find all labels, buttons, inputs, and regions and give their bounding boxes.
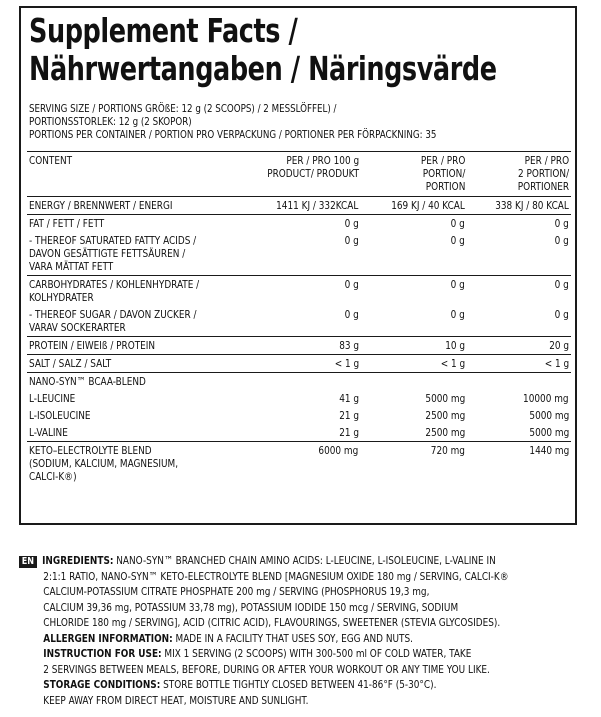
cell-value: 0 g [450,278,466,291]
cell-value: 0 g [450,217,466,230]
title-line-1: Supplement Facts / [29,11,298,50]
cell-value: 0 g [344,278,359,291]
cell-value: 10 g [445,339,466,352]
cell-value: < 1 g [544,357,569,370]
table-row-carbohydrates [27,276,571,307]
table-row-energy [27,197,571,215]
cell-value: 10000 mg [523,392,569,405]
cell-value: 0 g [554,234,569,247]
cell-value: 720 mg [430,444,466,457]
allergen-text: MADE IN A FACILITY THAT USES SOY, EGG AND NUTS. [172,631,413,645]
table-row-salt [27,355,571,373]
header-col2-line1: PER / PRO [420,154,466,167]
cell-value: 1440 mg [529,444,569,457]
row-label: NANO-SYN™ BCAA-BLEND [29,375,146,388]
table-header-row [27,152,571,197]
cell-value: 5000 mg [529,409,569,422]
storage-label: STORAGE CONDITIONS: [43,678,161,691]
ingredients-text: 2:1:1 RATIO, NANO-SYN™ KETO-ELECTROLYTE BLEND [MAGNESIUM OXIDE 180 mg / SERVING, CALCI-K® [43,569,509,583]
cell-value: 0 g [344,308,359,321]
ingredients-text: CALCIUM-POTASSIUM CITRATE PHOSPHATE 200 mg / SERVING (PHOSPHORUS 19,3 mg, [43,585,430,598]
cell-value: 0 g [344,217,359,230]
row-label: ENERGY / BRENNWERT / ENERGI [29,199,173,212]
nutrition-table [27,151,571,485]
row-label: SALT / SALZ / SALT [29,357,112,370]
header-col3-line1: PER / PRO [524,154,569,167]
instruction-text: 2 SERVINGS BETWEEN MEALS, BEFORE, DURING OR AFTER YOUR WORKOUT OR ANY TIME YOU LIKE. [43,662,490,676]
header-col1-line2: PRODUCT/ PRODUKT [266,167,359,180]
row-label: VARAV SOCKERARTER [29,321,126,334]
cell-value: 0 g [450,308,466,321]
table-row-isoleucine [27,407,571,424]
supplement-facts-panel [19,6,577,525]
cell-value: 0 g [450,234,466,247]
cell-value: < 1 g [334,357,359,370]
allergen-label: ALLERGEN INFORMATION: [43,631,173,645]
table-row-saturated-fat [27,232,571,276]
cell-value: 2500 mg [425,426,466,439]
panel-title [29,12,497,88]
language-badge: EN [19,556,37,568]
title-line-2: Nährwertangaben / Näringsvärde [29,49,497,88]
header-col1-line1: PER / PRO 100 g [285,154,359,167]
row-label: L-ISOLEUCINE [29,409,91,422]
serving-size: SERVING SIZE / PORTIONS GRÖßE: 12 g (2 SCOOPS) / 2 MESSLÖFFEL) / [29,102,337,115]
row-label: - THEREOF SUGAR / DAVON ZUCKER / [29,308,197,321]
cell-value: 41 g [338,392,359,405]
cell-value: 0 g [554,217,569,230]
table-row-bcaa-blend [27,373,571,391]
serving-info [29,102,436,141]
storage-text: STORE BOTTLE TIGHTLY CLOSED BETWEEN 41-86°F (5-30°C). [160,678,437,691]
row-label: CALCI-K®) [29,470,77,483]
header-col2-line3: PORTION [425,180,466,193]
instruction-label: INSTRUCTION FOR USE: [43,647,162,660]
cell-value: 338 KJ / 80 KCAL [495,199,569,212]
table-row-leucine [27,390,571,407]
table-row-sugar [27,306,571,337]
header-col3-line3: PORTIONER [517,180,569,193]
cell-value: < 1 g [440,357,466,370]
header-content: CONTENT [29,154,73,167]
cell-value: 83 g [338,339,359,352]
row-label: PROTEIN / EIWEIß / PROTEIN [29,339,156,352]
table-row-fat [27,215,571,233]
row-label: CARBOHYDRATES / KOHLENHYDRATE / [29,278,200,291]
cell-value: 1411 KJ / 332KCAL [276,199,359,212]
row-label: KETO–ELECTROLYTE BLEND [29,444,152,457]
row-label: L-LEUCINE [29,392,76,405]
row-label: - THEREOF SATURATED FATTY ACIDS / [29,234,197,247]
table-row-valine [27,424,571,442]
cell-value: 20 g [549,339,569,352]
row-label: FAT / FETT / FETT [29,217,105,230]
serving-size-sv: PORTIONSSTORLEK: 12 g (2 SKOPOR) [29,115,192,128]
row-label: (SODIUM, KALCIUM, MAGNESIUM, [29,457,179,470]
row-label: KOLHYDRATER [29,291,94,304]
cell-value: 5000 mg [529,426,569,439]
cell-value: 169 KJ / 40 KCAL [391,199,466,212]
storage-text: KEEP AWAY FROM DIRECT HEAT, MOISTURE AND SUNLIGHT. [43,693,309,707]
cell-value: 21 g [338,409,359,422]
ingredients-text: CHLORIDE 180 mg / SERVING], ACID (CITRIC ACID), FLAVOURINGS, SWEETENER (STEVIA GLYCOSIDES). [43,616,501,629]
cell-value: 0 g [554,308,569,321]
cell-value: 0 g [344,234,359,247]
servings-per-container: PORTIONS PER CONTAINER / PORTION PRO VERPACKUNG / PORTIONER PER FÖRPACKNING: 35 [29,128,437,141]
row-label: DAVON GESÄTTIGTE FETTSÄUREN / [29,247,186,260]
ingredients-label: INGREDIENTS: [42,554,114,567]
header-col3-line2: 2 PORTION/ [517,167,569,180]
instruction-text: MIX 1 SERVING (2 SCOOPS) WITH 300-500 ml OF COLD WATER, TAKE [161,647,472,660]
cell-value: 5000 mg [425,392,466,405]
cell-value: 21 g [338,426,359,439]
cell-value: 2500 mg [425,409,466,422]
row-label: L-VALINE [29,426,68,439]
table-row-keto-electrolyte [27,442,571,486]
ingredients-text: CALCIUM 39,36 mg, POTASSIUM 33,78 mg), POTASSIUM IODIDE 150 mcg / SERVING, SODIUM [43,600,459,614]
row-label: VARA MÄTTAT FETT [29,260,114,273]
cell-value: 6000 mg [318,444,359,457]
ingredients-text: NANO-SYN™ BRANCHED CHAIN AMINO ACIDS: L-LEUCINE, L-ISOLEUCINE, L-VALINE IN [113,554,496,567]
cell-value: 0 g [554,278,569,291]
table-row-protein [27,337,571,355]
header-col2-line2: PORTION/ [422,167,466,180]
ingredients-section [19,553,579,708]
